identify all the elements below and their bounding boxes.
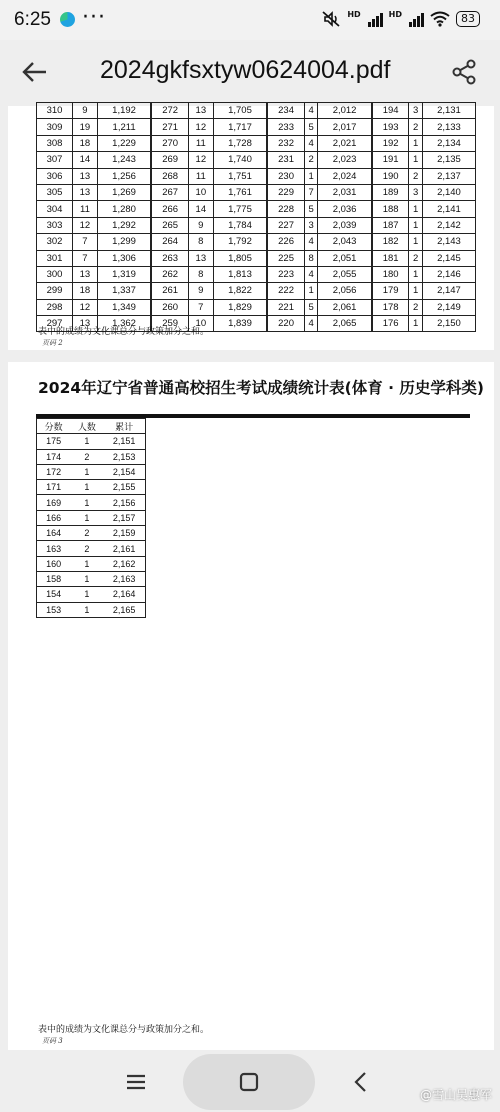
table-cell: 2,023 [318,152,372,168]
table-cell: 163 [37,541,71,556]
more-notifications-icon: ··· [82,5,106,30]
table-row [37,168,476,184]
table-cell: 1,243 [97,152,151,168]
table-cell: 2,159 [103,526,145,541]
table-cell: 305 [37,184,73,200]
table-cell: 2,031 [318,184,372,200]
table-cell: 259 [151,316,188,332]
table-cell: 307 [37,152,73,168]
table-cell: 7 [188,299,213,315]
table-cell: 1,784 [213,217,267,233]
table-cell: 2,143 [422,234,475,250]
table-cell: 2,163 [103,571,145,586]
table-row [37,135,476,151]
table-cell: 1,211 [97,119,151,135]
table-cell: 10 [188,316,213,332]
table-cell: 11 [188,135,213,151]
signal-icon-2 [409,11,424,27]
table-cell: 1 [70,556,103,571]
edge-browser-icon [60,12,75,27]
table-row [37,541,146,556]
status-time: 6:25 [14,9,51,30]
table-cell: 3 [409,184,422,200]
table-cell: 2,150 [422,316,475,332]
table-row [37,587,146,602]
table-cell: 10 [188,184,213,200]
page-3-title: 2024年辽宁省普通高校招生考试成绩统计表(体育 · 历史学科类) [38,379,484,397]
table-cell: 260 [151,299,188,315]
table-cell: 303 [37,217,73,233]
table-cell: 2,140 [422,184,475,200]
table-cell: 2,043 [318,234,372,250]
table-cell: 2,154 [103,464,145,479]
table-cell: 12 [73,217,98,233]
table-cell: 2 [409,168,422,184]
table-cell: 5 [304,201,317,217]
table-cell: 1 [70,571,103,586]
signal-icon-1 [368,11,383,27]
table-row [37,464,146,479]
table-cell: 265 [151,217,188,233]
table-cell: 1 [409,217,422,233]
table-cell: 309 [37,119,73,135]
table-cell: 9 [188,283,213,299]
nav-back-icon[interactable] [341,1062,381,1102]
page-2-number: 页码 2 [42,339,63,347]
table-cell: 1,740 [213,152,267,168]
home-square-icon[interactable] [229,1062,269,1102]
table-cell: 178 [372,299,409,315]
table-row [37,510,146,525]
table-cell: 180 [372,266,409,282]
table-cell: 2,133 [422,119,475,135]
table-cell: 4 [304,135,317,151]
table-row [37,266,476,282]
table-cell: 308 [37,135,73,151]
table-cell: 7 [73,234,98,250]
table-cell: 1,269 [97,184,151,200]
table-cell: 1,299 [97,234,151,250]
table-row [37,449,146,464]
table-cell: 4 [304,266,317,282]
table-cell: 1,337 [97,283,151,299]
table-cell: 232 [267,135,304,151]
table-cell: 11 [188,168,213,184]
table-cell: 2,151 [103,434,145,449]
table-cell: 166 [37,510,71,525]
table-cell: 229 [267,184,304,200]
table-cell: 2 [409,119,422,135]
status-icons [321,10,480,28]
table-cell: 1,280 [97,201,151,217]
table-cell: 158 [37,571,71,586]
table-cell: 160 [37,556,71,571]
table-cell: 3 [304,217,317,233]
table-cell: 189 [372,184,409,200]
table-cell: 2,131 [422,103,475,119]
table-row [37,152,476,168]
table-cell: 2,141 [422,201,475,217]
table-cell: 270 [151,135,188,151]
table-cell: 299 [37,283,73,299]
header-count: 人数 [70,419,103,434]
table-cell: 181 [372,250,409,266]
table-cell: 1,256 [97,168,151,184]
table-row [37,217,476,233]
table-cell: 1,805 [213,250,267,266]
table-cell: 1,192 [97,103,151,119]
table-cell: 1,306 [97,250,151,266]
table-cell: 1,319 [97,266,151,282]
table-cell: 1 [304,283,317,299]
table-cell: 172 [37,464,71,479]
table-cell: 2 [70,526,103,541]
table-cell: 267 [151,184,188,200]
table-cell: 300 [37,266,73,282]
table-cell: 231 [267,152,304,168]
table-row [37,103,476,119]
table-cell: 2,162 [103,556,145,571]
table-cell: 1,813 [213,266,267,282]
table-cell: 1,751 [213,168,267,184]
table-row [37,495,146,510]
table-cell: 1 [70,434,103,449]
table-cell: 8 [304,250,317,266]
table-cell: 179 [372,283,409,299]
table-cell: 1,728 [213,135,267,151]
table-row [37,556,146,571]
page-3-number: 页码 3 [42,1037,63,1045]
table-cell: 225 [267,250,304,266]
pdf-page-2[interactable] [8,106,494,350]
table-cell: 12 [188,119,213,135]
table-cell: 14 [188,201,213,217]
table-cell: 2 [70,541,103,556]
table-cell: 220 [267,316,304,332]
table-cell: 187 [372,217,409,233]
page-2-note: 表中的成绩为文化课总分与政策加分之和。 [38,327,210,337]
table-cell: 13 [73,184,98,200]
table-cell: 1,705 [213,103,267,119]
table-cell: 1,292 [97,217,151,233]
hd-label-1: HD [347,10,361,19]
table-cell: 13 [73,168,98,184]
battery-level: 83 [456,11,480,27]
table-cell: 192 [372,135,409,151]
table-cell: 174 [37,449,71,464]
table-cell: 1 [304,168,317,184]
table-cell: 194 [372,103,409,119]
table-cell: 302 [37,234,73,250]
table-cell: 13 [188,103,213,119]
share-icon[interactable] [450,58,478,86]
table-cell: 234 [267,103,304,119]
arrow-back-icon[interactable] [20,57,50,87]
table-cell: 1,362 [97,316,151,332]
pdf-page-3[interactable] [8,362,494,1050]
system-nav-bar [0,1050,500,1112]
header-score: 分数 [37,419,71,434]
table-cell: 2,157 [103,510,145,525]
table-cell: 2,165 [103,602,145,617]
table-cell: 2,146 [422,266,475,282]
table-cell: 1 [70,510,103,525]
table-cell: 2,056 [318,283,372,299]
table-cell: 176 [372,316,409,332]
score-table-page-3 [36,418,146,618]
table-cell: 4 [304,316,317,332]
table-cell: 1,822 [213,283,267,299]
table-row [37,434,146,449]
table-cell: 1,229 [97,135,151,151]
table-cell: 188 [372,201,409,217]
table-cell: 190 [372,168,409,184]
table-cell: 297 [37,316,73,332]
table-cell: 221 [267,299,304,315]
table-cell: 164 [37,526,71,541]
table-cell: 13 [73,266,98,282]
table-cell: 13 [73,316,98,332]
table-cell: 2 [409,299,422,315]
table-cell: 227 [267,217,304,233]
table-cell: 11 [73,201,98,217]
table-cell: 1,349 [97,299,151,315]
table-cell: 2,065 [318,316,372,332]
table-row [37,602,146,617]
table-cell: 268 [151,168,188,184]
table-cell: 301 [37,250,73,266]
table-cell: 1,829 [213,299,267,315]
table-cell: 261 [151,283,188,299]
table-cell: 1,717 [213,119,267,135]
table-cell: 2,153 [103,449,145,464]
table-cell: 2,012 [318,103,372,119]
table-cell: 1 [409,316,422,332]
table-cell: 230 [267,168,304,184]
table-cell: 18 [73,283,98,299]
table-cell: 263 [151,250,188,266]
table-cell: 2,021 [318,135,372,151]
table-cell: 2,155 [103,480,145,495]
table-cell: 262 [151,266,188,282]
table-cell: 272 [151,103,188,119]
table-cell: 9 [188,217,213,233]
table-cell: 8 [188,234,213,250]
table-cell: 4 [304,103,317,119]
table-cell: 2,149 [422,299,475,315]
document-title: 2024gkfsxtyw0624004.pdf [100,56,391,84]
status-bar [0,0,500,40]
table-row [37,283,476,299]
app-bar [0,40,500,106]
table-cell: 266 [151,201,188,217]
table-cell: 310 [37,103,73,119]
table-cell: 14 [73,152,98,168]
table-cell: 193 [372,119,409,135]
table-cell: 1 [70,587,103,602]
table-cell: 306 [37,168,73,184]
table-cell: 1 [409,234,422,250]
table-cell: 2,145 [422,250,475,266]
table-row [37,234,476,250]
table-cell: 2,137 [422,168,475,184]
table-cell: 2,017 [318,119,372,135]
hd-label-2: HD [388,10,402,19]
table-cell: 2,142 [422,217,475,233]
mute-icon [321,10,341,28]
table-cell: 271 [151,119,188,135]
table-cell: 3 [409,103,422,119]
table-cell: 2,156 [103,495,145,510]
header-cumulative: 累计 [103,419,145,434]
table-cell: 2 [409,250,422,266]
table-row [37,480,146,495]
table-cell: 1 [409,135,422,151]
table-cell: 5 [304,119,317,135]
score-table-page-2 [36,102,476,332]
table-row [37,250,476,266]
table-cell: 304 [37,201,73,217]
table-cell: 1,775 [213,201,267,217]
table-cell: 1 [70,602,103,617]
table-cell: 1,792 [213,234,267,250]
table-cell: 169 [37,495,71,510]
table-cell: 2,134 [422,135,475,151]
table-cell: 1 [409,266,422,282]
table-cell: 1,839 [213,316,267,332]
table-cell: 13 [188,250,213,266]
table-header-row [37,419,146,434]
table-cell: 19 [73,119,98,135]
table-cell: 12 [188,152,213,168]
table-cell: 1 [409,283,422,299]
table-cell: 269 [151,152,188,168]
table-row [37,119,476,135]
table-cell: 2,161 [103,541,145,556]
table-cell: 2,024 [318,168,372,184]
table-cell: 228 [267,201,304,217]
table-cell: 233 [267,119,304,135]
table-cell: 264 [151,234,188,250]
table-row [37,201,476,217]
watermark: @雪山吴惠军 [419,1088,492,1102]
table-cell: 2,061 [318,299,372,315]
table-cell: 154 [37,587,71,602]
table-cell: 1 [409,201,422,217]
table-cell: 1 [70,480,103,495]
table-cell: 2,055 [318,266,372,282]
table-cell: 2,147 [422,283,475,299]
wifi-icon [430,11,450,27]
table-cell: 171 [37,480,71,495]
table-cell: 182 [372,234,409,250]
recents-menu-icon[interactable] [116,1062,156,1102]
table-row [37,184,476,200]
table-cell: 223 [267,266,304,282]
table-cell: 8 [188,266,213,282]
table-cell: 1 [70,495,103,510]
table-cell: 18 [73,135,98,151]
table-cell: 226 [267,234,304,250]
table-row [37,526,146,541]
table-cell: 2 [304,152,317,168]
table-row [37,299,476,315]
table-cell: 175 [37,434,71,449]
table-cell: 7 [73,250,98,266]
table-cell: 9 [73,103,98,119]
table-cell: 4 [304,234,317,250]
table-cell: 298 [37,299,73,315]
table-cell: 1 [70,464,103,479]
table-cell: 222 [267,283,304,299]
table-cell: 7 [304,184,317,200]
table-cell: 5 [304,299,317,315]
table-cell: 2,039 [318,217,372,233]
table-cell: 1,761 [213,184,267,200]
table-cell: 191 [372,152,409,168]
table-cell: 12 [73,299,98,315]
table-cell: 2,036 [318,201,372,217]
page-3-note: 表中的成绩为文化课总分与政策加分之和。 [38,1025,210,1035]
table-row [37,571,146,586]
table-cell: 2,135 [422,152,475,168]
table-cell: 2 [70,449,103,464]
table-cell: 1 [409,152,422,168]
table-cell: 2,051 [318,250,372,266]
table-cell: 153 [37,602,71,617]
table-cell: 2,164 [103,587,145,602]
